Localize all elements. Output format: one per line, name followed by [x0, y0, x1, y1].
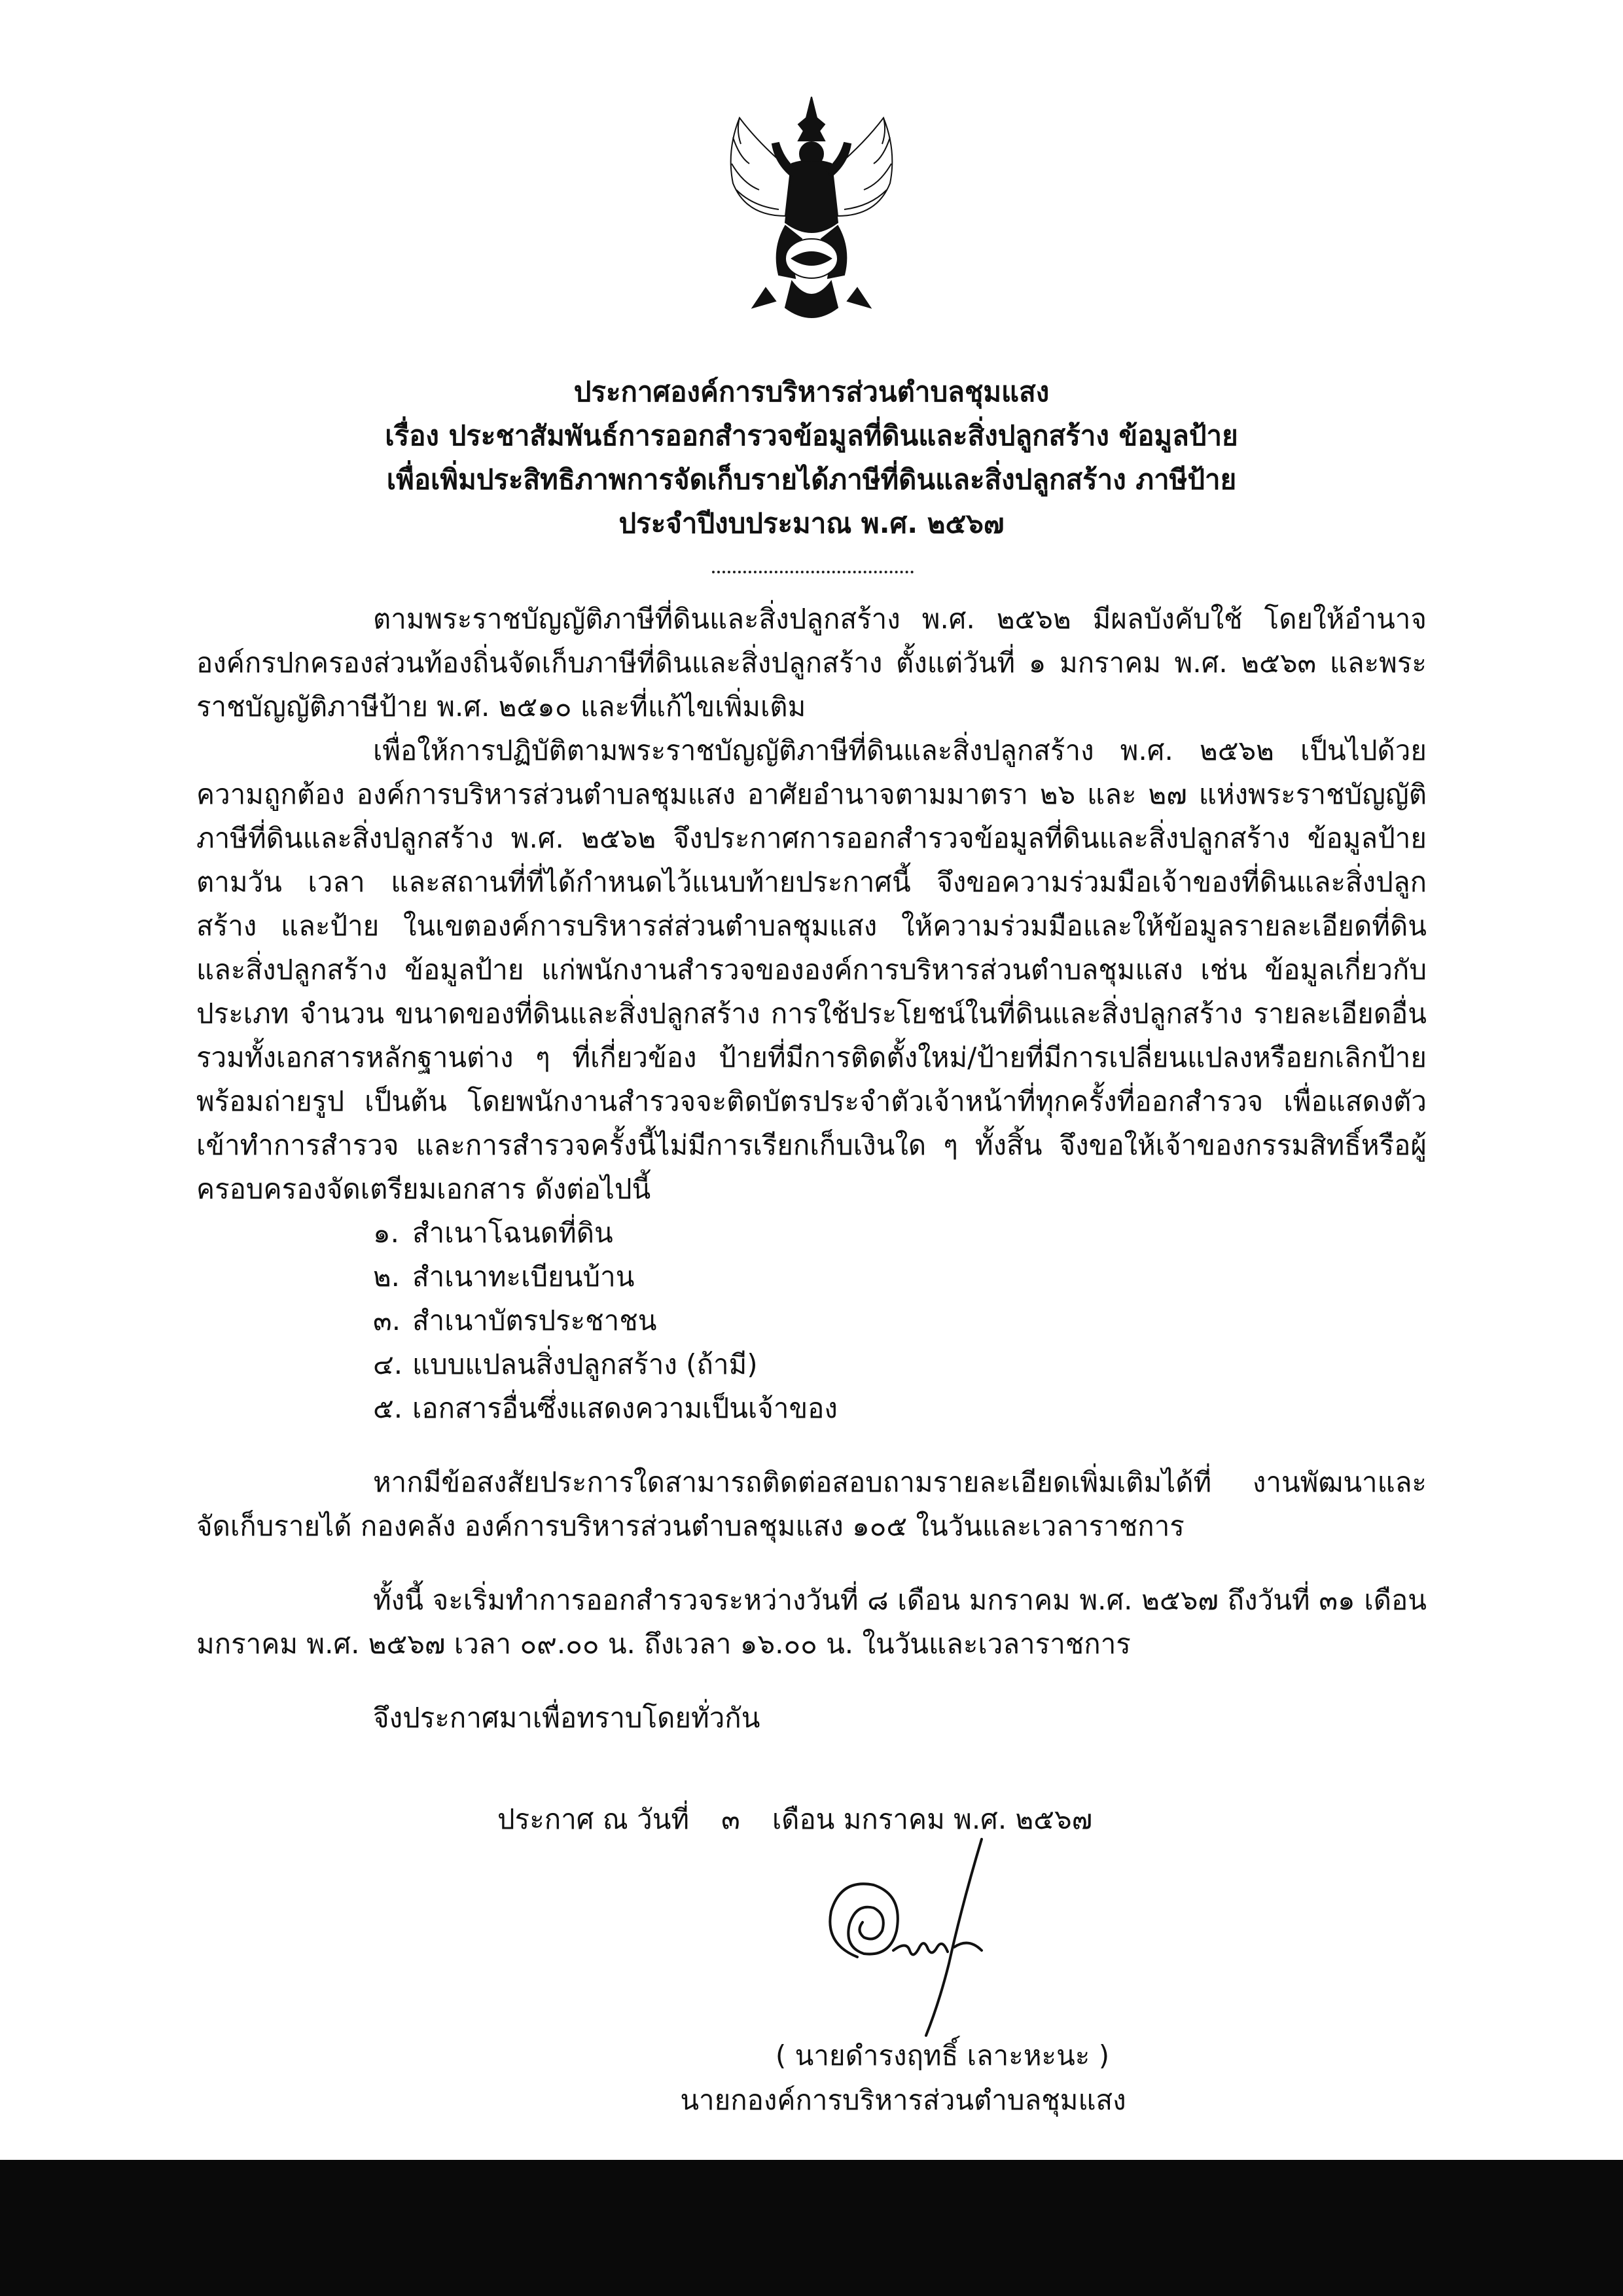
list-item: ๓. สำเนาบัตรประชาชน [373, 1304, 657, 1336]
paragraph-contact: หากมีข้อสงสัยประการใดสามารถติดต่อสอบถามรายละเอียดเพิ่มเติมได้ที่ งานพัฒนาและจัดเก็บรายได้ กองคลัง องค์การบริหารส่วนตำบลชุมแสง ๑๐๕ ในวันและเวลาราชการ [196, 1466, 1427, 1542]
announcement-header [196, 370, 1427, 545]
list-item: ๑. สำเนาโฉนดที่ดิน [373, 1217, 613, 1249]
announcement-date: ประกาศ ณ วันที่ ๓ เดือน มกราคม พ.ศ. ๒๕๖๗ [497, 1798, 1092, 1841]
paragraph-legal-basis: ตามพระราชบัญญัติภาษีที่ดินและสิ่งปลูกสร้าง พ.ศ. ๒๕๖๒ มีผลบังคับใช้ โดยให้อำนาจองค์กรปกครองส่วนท้องถิ่นจัดเก็บภาษีที่ดินและสิ่งปลูกสร้าง ตั้งแต่วันที่ ๑ มกราคม พ.ศ. ๒๕๖๓ และพระราชบัญญัติภาษีป้าย พ.ศ. ๒๕๑๐ และที่แก้ไขเพิ่มเติม [196, 603, 1427, 723]
scan-bottom-edge [0, 2160, 1623, 2296]
header-title: ประกาศองค์การบริหารส่วนตำบลชุมแสง [573, 376, 1050, 408]
header-subject: เรื่อง ประชาสัมพันธ์การออกสำรวจข้อมูลที่ดินและสิ่งปลูกสร้าง ข้อมูลป้าย [385, 420, 1238, 452]
list-item: ๔. แบบแปลนสิ่งปลูกสร้าง (ถ้ามี) [373, 1348, 758, 1380]
paragraph-survey-notice: เพื่อให้การปฏิบัติตามพระราชบัญญัติภาษีที่ดินและสิ่งปลูกสร้าง พ.ศ. ๒๕๖๒ เป็นไปด้วยความถูกต้อง องค์การบริหารส่วนตำบลชุมแสง อาศัยอำนาจตามมาตรา ๒๖ และ ๒๗ แห่งพระราชบัญญัติภาษีที่ดินและสิ่งปลูกสร้าง พ.ศ. ๒๕๖๒ จึงประกาศการออกสำรวจข้อมูลที่ดินและสิ่งปลูกสร้าง ข้อมูลป้าย ตามวัน เวลา และสถานที่ที่ได้กำหนดไว้แนบท้ายประกาศนี้ จึงขอความร่วมมือเจ้าของที่ดินและสิ่งปลูกสร้าง และป้าย ในเขตองค์การบริหารส่ส่วนตำบลชุมแสง ให้ความร่วมมือและให้ข้อมูลรายละเอียดที่ดินและสิ่งปลูกสร้าง ข้อมูลป้าย แก่พนักงานสำรวจขององค์การบริหารส่วนตำบลชุมแสง เช่น ข้อมูลเกี่ยวกับประเภท จำนวน ขนาดของที่ดินและสิ่งปลูกสร้าง การใช้ประโยชน์ในที่ดินและสิ่งปลูกสร้าง รายละเอียดอื่น รวมทั้งเอกสารหลักฐานต่าง ๆ ที่เกี่ยวข้อง ป้ายที่มีการติดตั้งใหม่/ป้ายที่มีการเปลี่ยนแปลงหรือยกเลิกป้ายพร้อมถ่ายรูป เป็นต้น โดยพนักงานสำรวจจะติดบัตรประจำตัวเจ้าหน้าที่ทุกครั้งที่ออกสำรวจ เพื่อแสดงตัวเข้าทำการสำรวจ และการสำรวจครั้งนี้ไม่มีการเรียกเก็บเงินใด ๆ ทั้งสิ้น จึงขอให้เจ้าของกรรมสิทธิ์หรือผู้ครอบครองจัดเตรียมเอกสาร ดังต่อไปนี้ [196, 734, 1427, 1205]
document-list [196, 1211, 1427, 1430]
announcement-body [196, 597, 1427, 1740]
header-subject-line2: เพื่อเพิ่มประสิทธิภาพการจัดเก็บรายได้ภาษีที่ดินและสิ่งปลูกสร้าง ภาษีป้าย [386, 463, 1237, 495]
header-divider [712, 571, 914, 573]
paragraph-closing: จึงประกาศมาเพื่อทราบโดยทั่วกัน [373, 1702, 760, 1734]
list-item: ๕. เอกสารอื่นซึ่งแสดงความเป็นเจ้าของ [373, 1392, 838, 1424]
handwritten-signature [785, 1826, 1021, 2042]
paragraph-survey-period: ทั้งนี้ จะเริ่มทำการออกสำรวจระหว่างวันที่ ๘ เดือน มกราคม พ.ศ. ๒๕๖๗ ถึงวันที่ ๓๑ เดือนมกราคม พ.ศ. ๒๕๖๗ เวลา ๐๙.๐๐ น. ถึงเวลา ๑๖.๐๐ น. ในวันและเวลาราชการ [196, 1584, 1427, 1660]
header-fiscal-year: ประจำปีงบประมาณ พ.ศ. ๒๕๖๗ [618, 507, 1005, 539]
announcement-day: ๓ [721, 1803, 740, 1835]
signer-name: ( นายดำรงฤทธิ์ เลาะหะนะ ) [775, 2039, 1110, 2072]
list-item: ๒. สำเนาทะเบียนบ้าน [373, 1261, 635, 1293]
signer-position: นายกองค์การบริหารส่วนตำบลชุมแสง [680, 2084, 1126, 2116]
garuda-emblem-icon [713, 92, 910, 340]
